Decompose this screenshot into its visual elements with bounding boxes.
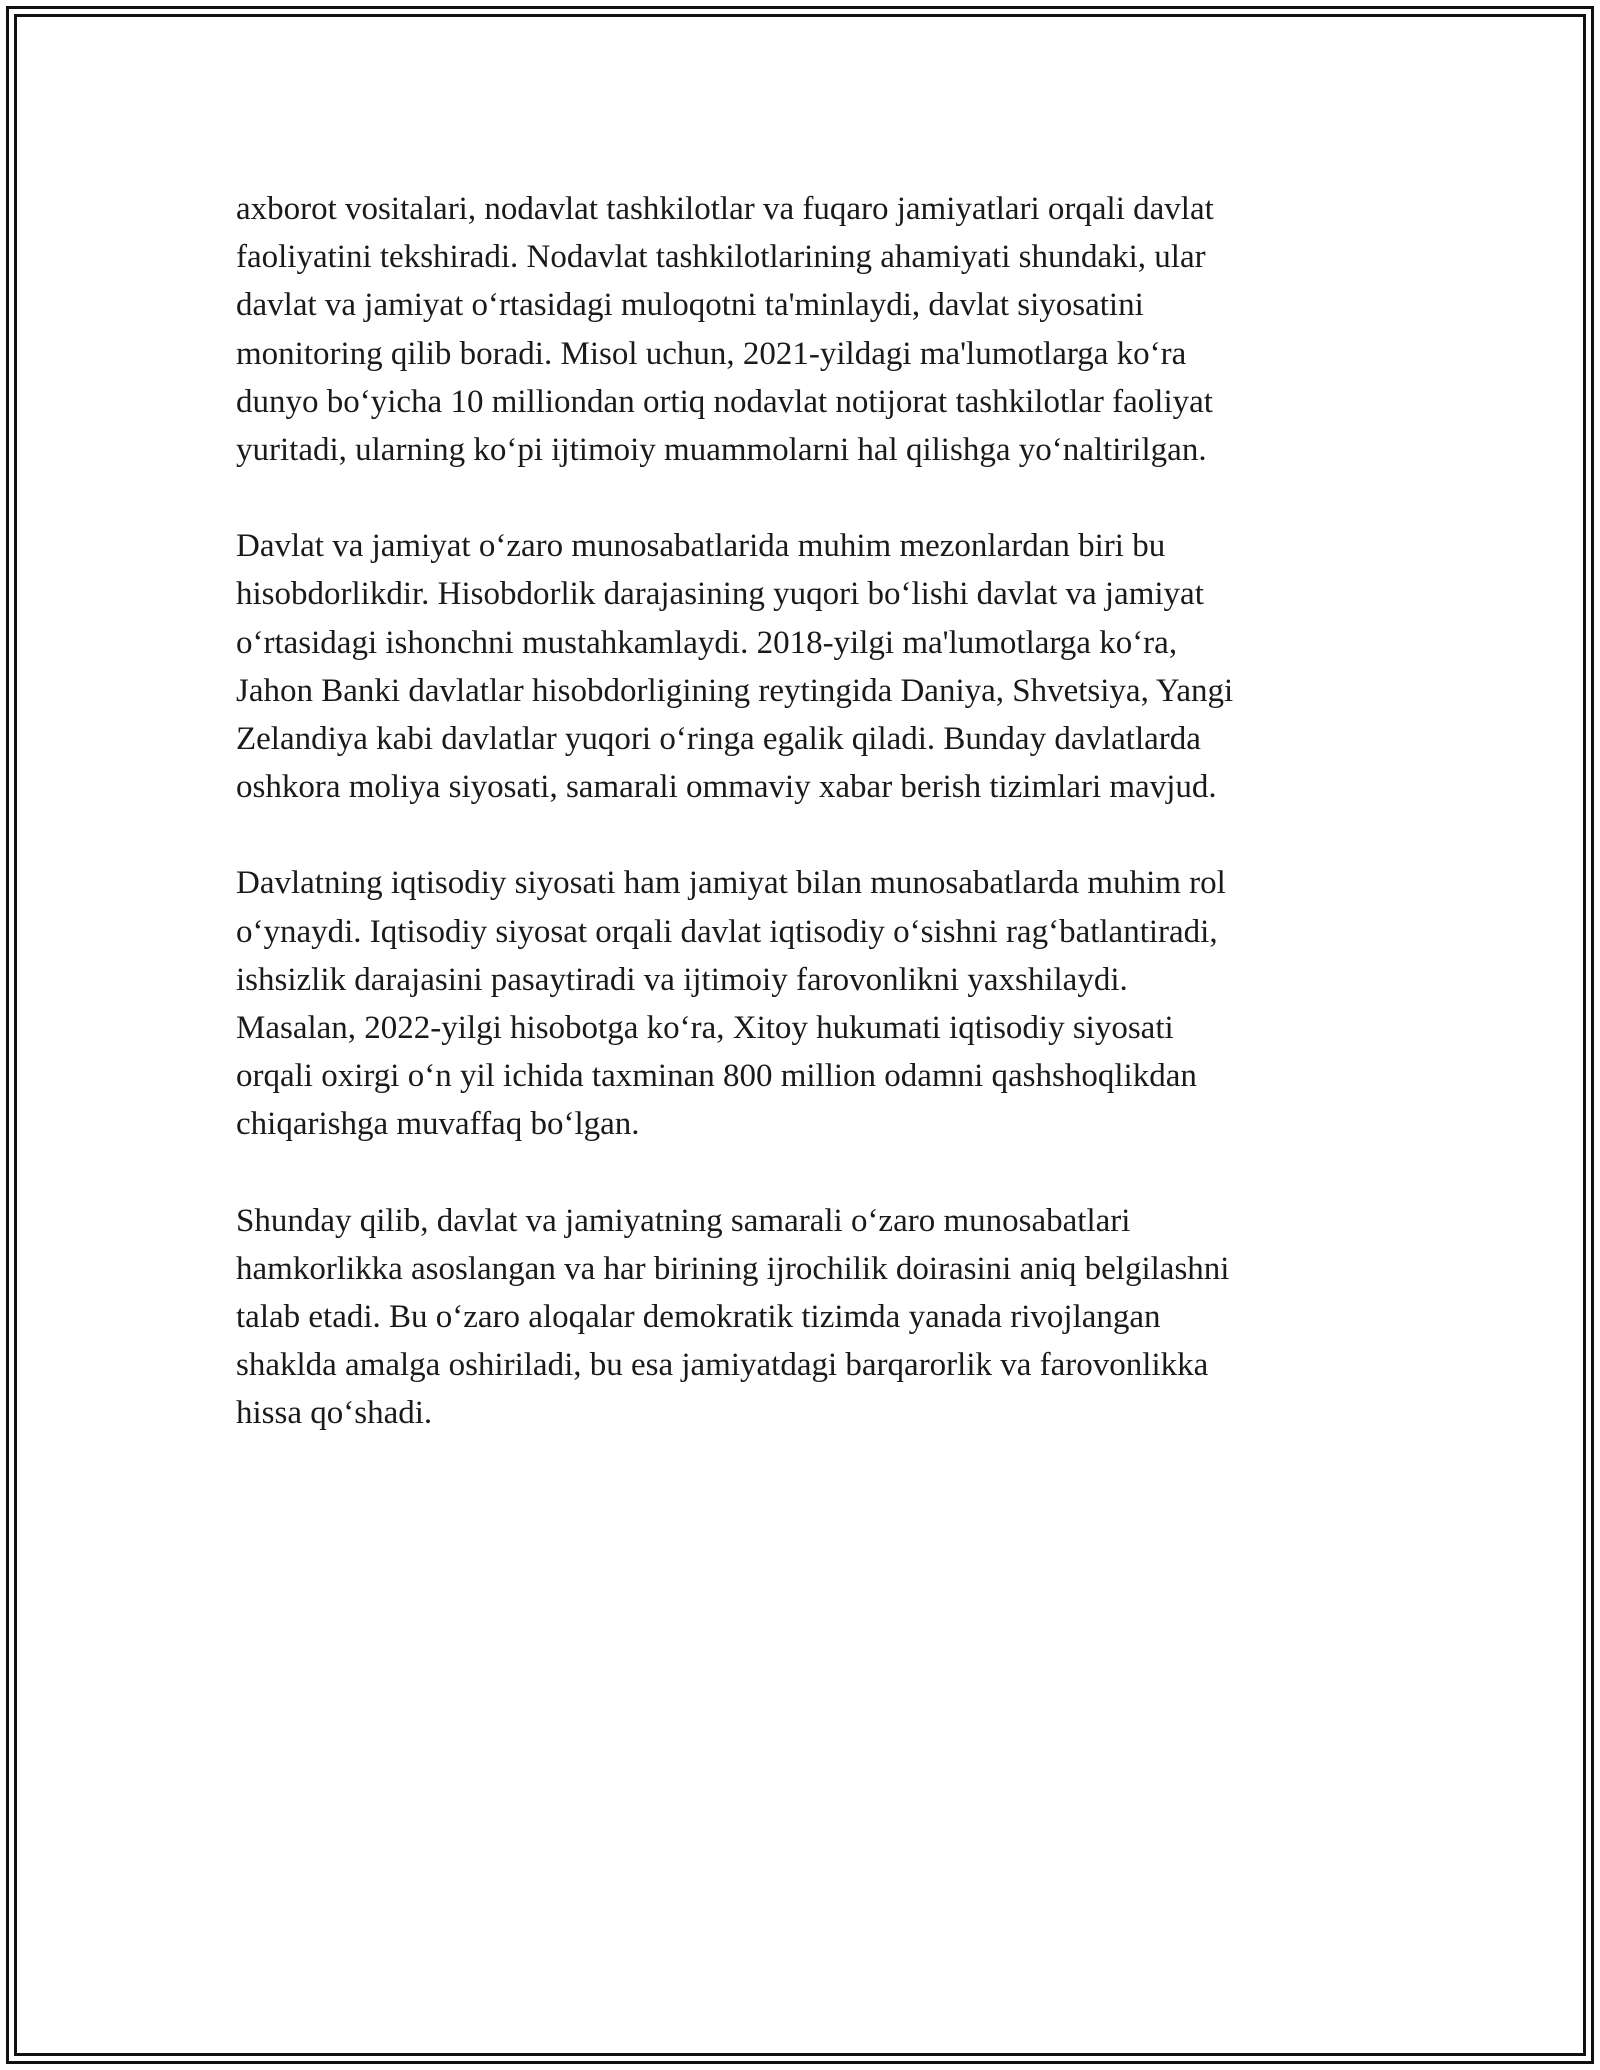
text-line: Jahon Banki davlatlar hisobdorligining reytingida Daniya, Shvetsiya, Yangi <box>236 672 1234 709</box>
text-line: Davlat va jamiyat o‘zaro munosabatlarida muhim mezonlardan biri bu <box>236 528 1166 565</box>
text-line: Shunday qilib, davlat va jamiyatning samarali o‘zaro munosabatlari <box>236 1202 1131 1239</box>
text-line: faoliyatini tekshiradi. Nodavlat tashkilotlarining ahamiyati shundaki, ular <box>236 239 1206 276</box>
text-line: hisobdorlikdir. Hisobdorlik darajasining yuqori bo‘lishi davlat va jamiyat <box>236 576 1204 613</box>
document-body <box>236 185 1386 1438</box>
text-line: Zelandiya kabi davlatlar yuqori o‘ringa egalik qiladi. Bunday davlatlarda <box>236 721 1201 758</box>
text-line: dunyo bo‘yicha 10 milliondan ortiq nodavlat notijorat tashkilotlar faoliyat <box>236 383 1213 420</box>
paragraph-conclusion <box>236 1197 1386 1438</box>
text-line: o‘ynaydi. Iqtisodiy siyosat orqali davlat iqtisodiy o‘sishni rag‘batlantiradi, <box>236 913 1218 950</box>
text-line: axborot vositalari, nodavlat tashkilotlar va fuqaro jamiyatlari orqali davlat <box>236 191 1214 227</box>
text-line: hamkorlikka asoslangan va har birining ijrochilik doirasini aniq belgilashni <box>236 1250 1230 1287</box>
text-line: oshkora moliya siyosati, samarali ommaviy xabar berish tizimlari mavjud. <box>236 769 1217 806</box>
text-line: shaklda amalga oshiriladi, bu esa jamiyatdagi barqarorlik va farovonlikka <box>236 1347 1209 1384</box>
paragraph-economic-policy <box>236 859 1386 1148</box>
text-line: yuritadi, ularning ko‘pi ijtimoiy muammolarni hal qilishga yo‘naltirilgan. <box>236 432 1207 469</box>
text-line: orqali oxirgi o‘n yil ichida taxminan 800 million odamni qashshoqlikdan <box>236 1058 1197 1095</box>
text-line: Davlatning iqtisodiy siyosati ham jamiyat bilan munosabatlarda muhim rol <box>236 865 1226 902</box>
paragraph-accountability <box>236 522 1386 811</box>
text-line: monitoring qilib boradi. Misol uchun, 2021-yildagi ma'lumotlarga ko‘ra <box>236 335 1187 372</box>
text-line: hissa qo‘shadi. <box>236 1395 433 1432</box>
text-line: o‘rtasidagi ishonchni mustahkamlaydi. 2018-yilgi ma'lumotlarga ko‘ra, <box>236 624 1178 661</box>
text-line: ishsizlik darajasini pasaytiradi va ijtimoiy farovonlikni yaxshilaydi. <box>236 961 1128 998</box>
paragraph-ngo-oversight <box>236 185 1386 474</box>
text-line: chiqarishga muvaffaq bo‘lgan. <box>236 1106 640 1143</box>
text-line: davlat va jamiyat o‘rtasidagi muloqotni ta'minlaydi, davlat siyosatini <box>236 287 1144 324</box>
text-line: talab etadi. Bu o‘zaro aloqalar demokratik tizimda yanada rivojlangan <box>236 1299 1161 1336</box>
text-line: Masalan, 2022-yilgi hisobotga ko‘ra, Xitoy hukumati iqtisodiy siyosati <box>236 1010 1174 1047</box>
